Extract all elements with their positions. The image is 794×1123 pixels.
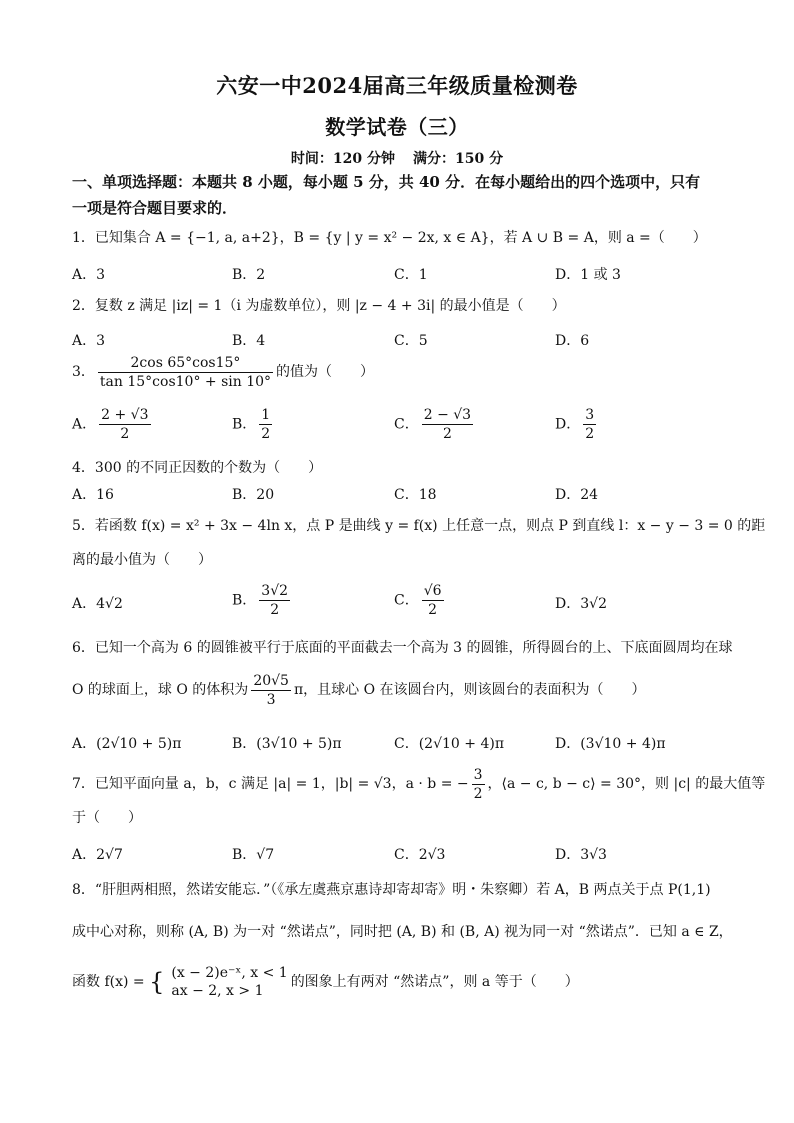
q1-option-c: C．1 [394, 267, 428, 283]
q3-stem [72, 352, 724, 392]
q5-option-c-frac [422, 582, 444, 619]
q1-option-a: A．3 [72, 267, 106, 283]
q7-options [72, 844, 732, 866]
q5-option-b [232, 582, 293, 619]
q7-dot-num: 3 [473, 766, 483, 783]
q8-piece-2: ax − 2, x > 1 [171, 983, 264, 999]
q3-option-b-den: 2 [261, 426, 271, 442]
q3-option-c-label: C． [394, 416, 419, 433]
q6-option-d: D．(3√10 + 4)π [555, 736, 666, 752]
q5-option-d [555, 593, 607, 613]
q3-suffix: 的值为（ ） [276, 364, 375, 380]
q3-option-d-frac [583, 406, 596, 443]
q3-options [72, 406, 732, 448]
q5-stem-line1: 5．若函数 f(x) = x² + 3x − 4ln x，点 P 是曲线 y = f(x) 上任意一点，则点 P 到直线 l：x − y − 3 = 0 的距 [72, 518, 766, 534]
q6-line2-suffix: π，且球心 O 在该圆台内，则该圆台的表面积为（ ） [293, 682, 646, 698]
q6-option-a: A．(2√10 + 5)π [72, 736, 182, 752]
q4-option-b: B．20 [232, 487, 275, 503]
q3-option-d-num: 3 [585, 407, 595, 423]
q3-option-c-num: 2 − √3 [423, 407, 472, 423]
q7-line1-prefix: 7．已知平面向量 a，b，c 满足 |a| = 1，|b| = √3，a · b = − [72, 776, 469, 792]
q5-option-c [394, 582, 447, 619]
q3-option-c-den: 2 [442, 426, 452, 442]
q8-stem-line3 [72, 960, 724, 1004]
q1-options [72, 264, 732, 286]
q8-line3-suffix: 的图象上有两对 “然诺点”，则 a 等于（ ） [290, 974, 579, 990]
q8-stem-line2: 成中心对称，则称 (A, B) 为一对 “然诺点”，同时把 (A, B) 和 (B, A) 视为同一对 “然诺点”．已知 a ∈ Z， [72, 924, 733, 940]
q2-option-c: C．5 [394, 333, 428, 349]
q3-fraction-num: 2cos 65°cos15° [98, 354, 273, 373]
q5-option-a-value: 4√2 [96, 596, 123, 612]
q3-option-c-frac [422, 406, 473, 443]
q2-option-b: B．4 [232, 333, 266, 349]
q6-volume-frac [251, 672, 291, 709]
q7-option-d: D．3√3 [555, 847, 607, 863]
q3-option-c [394, 406, 476, 443]
q5-option-a-label: A． [72, 596, 97, 612]
full-score: 满分：150 分 [413, 151, 504, 167]
q5-option-c-den: 2 [428, 602, 438, 618]
q5-option-d-label: D． [555, 596, 581, 612]
q3-option-d-label: D． [555, 416, 581, 433]
q3-fraction [98, 354, 273, 391]
q1-option-d: D．1 或 3 [555, 267, 621, 283]
q1-option-b: B．2 [232, 267, 266, 283]
time-limit: 时间：120 分钟 [290, 151, 395, 167]
q5-option-b-frac [259, 582, 290, 619]
q5-option-b-den: 2 [270, 602, 280, 618]
q2-options [72, 330, 732, 352]
q5-option-a [72, 593, 123, 613]
q3-option-b [232, 406, 275, 443]
q3-option-b-label: B． [232, 416, 257, 433]
q8-piecewise [167, 964, 287, 1000]
q5-stem-line2: 离的最小值为（ ） [72, 552, 212, 568]
q5-option-b-label: B． [232, 592, 257, 609]
q6-options [72, 733, 732, 755]
q6-stem-line1: 6．已知一个高为 6 的圆锥被平行于底面的平面截去一个高为 3 的圆锥，所得圆台的上、下底面圆周均在球 [72, 640, 733, 656]
q4-options [72, 484, 732, 506]
q3-option-d-den: 2 [585, 426, 595, 442]
q7-dot-den: 2 [473, 785, 483, 802]
q3-option-b-frac [259, 406, 272, 443]
q5-options [72, 582, 732, 624]
q2-option-a: A．3 [72, 333, 106, 349]
q4-option-c: C．18 [394, 487, 437, 503]
q3-option-a-frac [99, 406, 150, 443]
section-heading-line1: 一、单项选择题：本题共 8 小题，每小题 5 分，共 40 分．在每小题给出的四个选项中，只有 [72, 173, 701, 191]
q5-option-c-num: √6 [423, 583, 442, 599]
q3-option-b-num: 1 [261, 407, 271, 423]
q7-dot-frac [472, 766, 485, 803]
q6-stem-line2 [72, 670, 724, 710]
q2-option-d: D．6 [555, 333, 590, 349]
q4-option-d: D．24 [555, 487, 599, 503]
q6-line2-prefix: O 的球面上，球 O 的体积为 [72, 682, 249, 698]
q3-option-a [72, 406, 154, 443]
q3-option-a-den: 2 [120, 426, 130, 442]
q4-stem: 4．300 的不同正因数的个数为（ ） [72, 460, 323, 476]
q4-option-a: A．16 [72, 487, 114, 503]
q7-stem-line1 [72, 764, 766, 804]
q3-option-d [555, 406, 599, 443]
q3-option-a-num: 2 + √3 [101, 407, 149, 423]
q6-option-c: C．(2√10 + 4)π [394, 736, 505, 752]
q3-fraction-den: tan 15°cos10° + sin 10° [99, 373, 272, 390]
q5-option-d-value: 3√2 [580, 596, 607, 612]
q7-line1-suffix: ，⟨a − c, b − c⟩ = 30°，则 |c| 的最大值等 [487, 776, 766, 792]
q6-volume-num: 20√5 [253, 672, 289, 689]
q8-stem-line1: 8．“肝胆两相照，然诺安能忘．”（《承左虞燕京惠诗却寄却寄》明・朱察卿）若 A，B 两点关于点 P(1,1) [72, 882, 711, 898]
q7-stem-line2: 于（ ） [72, 810, 142, 826]
section-heading-line2: 一项是符合题目要求的． [72, 199, 238, 217]
q8-line3-prefix: 函数 f(x) = [72, 974, 150, 990]
q7-option-a: A．2√7 [72, 847, 123, 863]
q8-brace: { [149, 968, 165, 996]
q2-stem: 2．复数 z 满足 |iz| = 1（i 为虚数单位），则 |z − 4 + 3i| 的最小值是（ ） [72, 298, 566, 314]
q5-option-b-num: 3√2 [261, 583, 289, 599]
exam-subtitle: 数学试卷（三） [325, 115, 469, 139]
exam-title: 六安一中2024届高三年级质量检测卷 [216, 73, 578, 98]
q3-prefix: 3． [72, 364, 95, 380]
q7-option-c: C．2√3 [394, 847, 446, 863]
q1-stem: 1．已知集合 A = {−1, a, a+2}，B = {y | y = x² − 2x, x ∈ A}，若 A ∪ B = A，则 a =（ ） [72, 230, 707, 246]
q6-volume-den: 3 [266, 691, 276, 708]
q5-option-c-label: C． [394, 592, 419, 609]
q7-option-b: B．√7 [232, 847, 275, 863]
q6-option-b: B．(3√10 + 5)π [232, 736, 342, 752]
q8-piece-1: (x − 2)e⁻ˣ, x < 1 [171, 965, 288, 981]
q3-option-a-label: A． [72, 416, 97, 433]
exam-meta [0, 148, 794, 168]
